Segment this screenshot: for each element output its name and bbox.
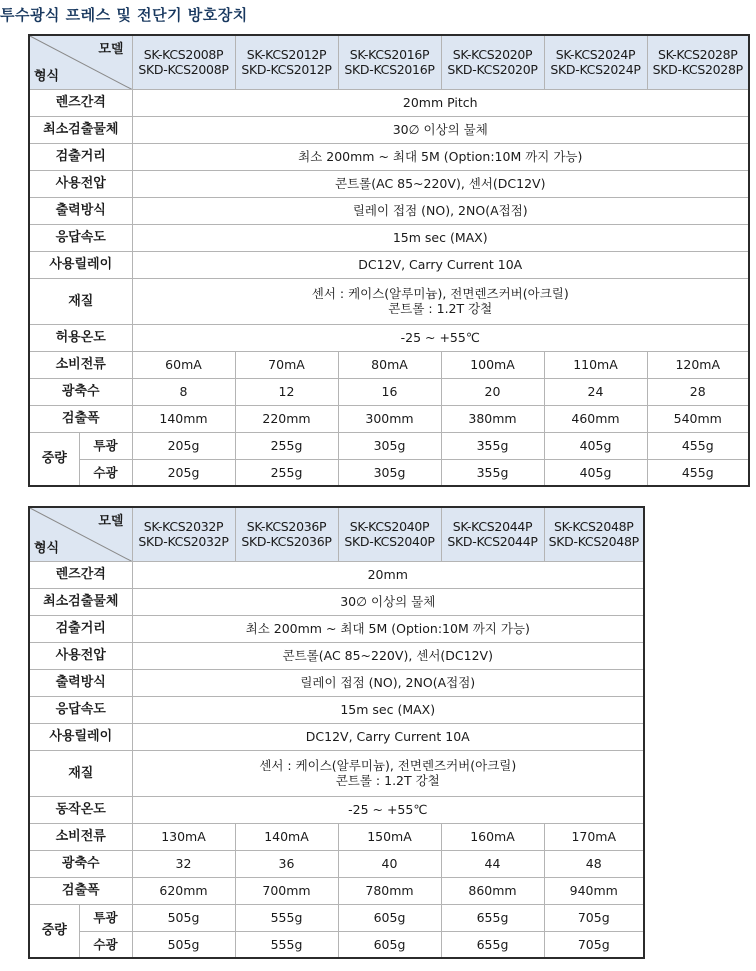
spec-value: 8: [132, 378, 235, 405]
spec-value: 16: [338, 378, 441, 405]
model-cell: SK-KCS2028P SKD-KCS2028P: [647, 35, 749, 89]
spec-value: -25 ~ +55℃: [132, 796, 644, 823]
spec-value: 32: [132, 850, 235, 877]
spec-value: DC12V, Carry Current 10A: [132, 723, 644, 750]
spec-value: 80mA: [338, 351, 441, 378]
table-row: [29, 588, 644, 615]
corner-type-label: 형식: [34, 540, 60, 556]
row-label: 출력방식: [29, 197, 132, 224]
row-label: 응답속도: [29, 224, 132, 251]
table-row: [29, 405, 749, 432]
spec-value: 505g: [132, 904, 235, 931]
table-row: [29, 89, 749, 116]
spec-value: 355g: [441, 459, 544, 486]
row-label: 검출폭: [29, 877, 132, 904]
row-label: 광축수: [29, 378, 132, 405]
row-label: 광축수: [29, 850, 132, 877]
spec-value: 355g: [441, 432, 544, 459]
spec-value: 100mA: [441, 351, 544, 378]
spec-value: 릴레이 접점 (NO), 2NO(A접점): [132, 669, 644, 696]
row-label: 검출거리: [29, 143, 132, 170]
row-label: 최소검출물체: [29, 588, 132, 615]
model-cell: SK-KCS2044P SKD-KCS2044P: [441, 507, 544, 561]
spec-value: 130mA: [132, 823, 235, 850]
row-sublabel: 투광: [79, 904, 132, 931]
table-row: [29, 278, 749, 324]
row-label: 사용전압: [29, 642, 132, 669]
table-row: [29, 750, 644, 796]
table-row: [29, 723, 644, 750]
table-row: [29, 170, 749, 197]
corner-model-label: 모델: [98, 514, 124, 529]
table-row: [29, 224, 749, 251]
row-label: 사용릴레이: [29, 251, 132, 278]
corner-type-label: 형식: [34, 68, 60, 84]
spec-value: 140mm: [132, 405, 235, 432]
spec-value: 15m sec (MAX): [132, 696, 644, 723]
table-row: [29, 143, 749, 170]
spec-value: 205g: [132, 459, 235, 486]
spec-value: 150mA: [338, 823, 441, 850]
spec-value: 455g: [647, 459, 749, 486]
row-label: 재질: [29, 750, 132, 796]
model-cell: SK-KCS2024P SKD-KCS2024P: [544, 35, 647, 89]
row-label: 렌즈간격: [29, 561, 132, 588]
spec-value: 300mm: [338, 405, 441, 432]
table-row: [29, 877, 644, 904]
row-label: 검출폭: [29, 405, 132, 432]
table-row: [29, 642, 644, 669]
row-label: 허용온도: [29, 324, 132, 351]
spec-value: 405g: [544, 432, 647, 459]
spec-value: 620mm: [132, 877, 235, 904]
row-label: 최소검출물체: [29, 116, 132, 143]
spec-value: 120mA: [647, 351, 749, 378]
model-cell: SK-KCS2016P SKD-KCS2016P: [338, 35, 441, 89]
spec-value: 860mm: [441, 877, 544, 904]
row-label: 사용전압: [29, 170, 132, 197]
spec-value: 505g: [132, 931, 235, 958]
table-row: [29, 378, 749, 405]
spec-value: 540mm: [647, 405, 749, 432]
spec-value: 705g: [544, 931, 644, 958]
spec-value: 605g: [338, 904, 441, 931]
spec-value: 36: [235, 850, 338, 877]
spec-value: 140mA: [235, 823, 338, 850]
model-cell: SK-KCS2020P SKD-KCS2020P: [441, 35, 544, 89]
spec-value: 555g: [235, 904, 338, 931]
spec-value: 44: [441, 850, 544, 877]
spec-value: 30∅ 이상의 물체: [132, 588, 644, 615]
table-row: [29, 904, 644, 931]
row-label: 소비전류: [29, 823, 132, 850]
spec-value: DC12V, Carry Current 10A: [132, 251, 749, 278]
model-cell: SK-KCS2012P SKD-KCS2012P: [235, 35, 338, 89]
row-label: 동작온도: [29, 796, 132, 823]
table-row: [29, 197, 749, 224]
row-label: 재질: [29, 278, 132, 324]
spec-value: 305g: [338, 432, 441, 459]
spec-value: 릴레이 접점 (NO), 2NO(A접점): [132, 197, 749, 224]
table-row: [29, 669, 644, 696]
corner-header: [29, 35, 132, 89]
spec-value: 255g: [235, 432, 338, 459]
model-cell: SK-KCS2040P SKD-KCS2040P: [338, 507, 441, 561]
table-row: [29, 324, 749, 351]
model-cell: SK-KCS2048P SKD-KCS2048P: [544, 507, 644, 561]
row-sublabel: 수광: [79, 459, 132, 486]
spec-value: 205g: [132, 432, 235, 459]
table-row: [29, 351, 749, 378]
model-header-row: [29, 507, 644, 561]
row-sublabel: 수광: [79, 931, 132, 958]
spec-value: 255g: [235, 459, 338, 486]
row-label: 출력방식: [29, 669, 132, 696]
spec-value: -25 ~ +55℃: [132, 324, 749, 351]
spec-value: 780mm: [338, 877, 441, 904]
spec-value: 170mA: [544, 823, 644, 850]
spec-value: 12: [235, 378, 338, 405]
spec-value: 455g: [647, 432, 749, 459]
spec-value: 15m sec (MAX): [132, 224, 749, 251]
spec-value: 30∅ 이상의 물체: [132, 116, 749, 143]
spec-value: 센서 : 케이스(알루미늄), 전면렌즈커버(아크릴) 콘트롤 : 1.2T 강철: [132, 278, 749, 324]
table-row: [29, 796, 644, 823]
spec-value: 605g: [338, 931, 441, 958]
spec-value: 705g: [544, 904, 644, 931]
row-label: 중량: [29, 904, 79, 958]
spec-value: 콘트롤(AC 85~220V), 센서(DC12V): [132, 642, 644, 669]
spec-value: 48: [544, 850, 644, 877]
corner-model-label: 모델: [98, 42, 124, 57]
table-row: [29, 561, 644, 588]
spec-value: 20: [441, 378, 544, 405]
table-row: [29, 931, 644, 958]
model-cell: SK-KCS2036P SKD-KCS2036P: [235, 507, 338, 561]
model-cell: SK-KCS2032P SKD-KCS2032P: [132, 507, 235, 561]
table-row: [29, 823, 644, 850]
spec-value: 110mA: [544, 351, 647, 378]
row-label: 소비전류: [29, 351, 132, 378]
spec-table-2: [28, 506, 645, 959]
spec-value: 940mm: [544, 877, 644, 904]
spec-value: 405g: [544, 459, 647, 486]
row-label: 렌즈간격: [29, 89, 132, 116]
page-title: 투수광식 프레스 및 전단기 방호장치: [0, 6, 248, 24]
corner-header: [29, 507, 132, 561]
spec-value: 최소 200mm ~ 최대 5M (Option:10M 까지 가능): [132, 615, 644, 642]
spec-value: 20mm Pitch: [132, 89, 749, 116]
spec-value: 40: [338, 850, 441, 877]
spec-value: 센서 : 케이스(알루미늄), 전면렌즈커버(아크릴) 콘트롤 : 1.2T 강철: [132, 750, 644, 796]
table-row: [29, 116, 749, 143]
spec-value: 460mm: [544, 405, 647, 432]
table-row: [29, 696, 644, 723]
spec-value: 555g: [235, 931, 338, 958]
table-row: [29, 615, 644, 642]
spec-value: 220mm: [235, 405, 338, 432]
spec-value: 콘트롤(AC 85~220V), 센서(DC12V): [132, 170, 749, 197]
spec-value: 380mm: [441, 405, 544, 432]
spec-value: 160mA: [441, 823, 544, 850]
row-label: 응답속도: [29, 696, 132, 723]
spec-value: 70mA: [235, 351, 338, 378]
row-sublabel: 투광: [79, 432, 132, 459]
spec-value: 60mA: [132, 351, 235, 378]
spec-value: 24: [544, 378, 647, 405]
spec-table-1: [28, 34, 750, 487]
spec-value: 최소 200mm ~ 최대 5M (Option:10M 까지 가능): [132, 143, 749, 170]
spec-value: 655g: [441, 904, 544, 931]
spec-value: 655g: [441, 931, 544, 958]
table-row: [29, 251, 749, 278]
table-row: [29, 850, 644, 877]
model-cell: SK-KCS2008P SKD-KCS2008P: [132, 35, 235, 89]
table-row: [29, 432, 749, 459]
row-label: 중량: [29, 432, 79, 486]
row-label: 사용릴레이: [29, 723, 132, 750]
row-label: 검출거리: [29, 615, 132, 642]
spec-value: 700mm: [235, 877, 338, 904]
table-row: [29, 459, 749, 486]
spec-value: 28: [647, 378, 749, 405]
model-header-row: [29, 35, 749, 89]
spec-value: 305g: [338, 459, 441, 486]
spec-value: 20mm: [132, 561, 644, 588]
